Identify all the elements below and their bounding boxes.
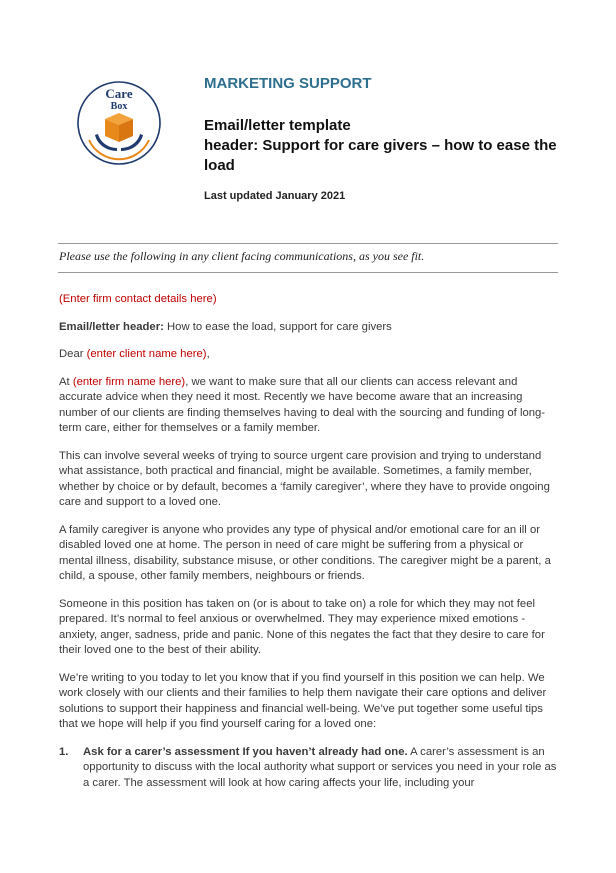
firm-name-placeholder: (enter firm name here) (72, 375, 186, 388)
paragraph-1 (59, 375, 557, 437)
logo-word-box: Box (110, 101, 128, 112)
divider-bottom (58, 272, 558, 273)
salutation (59, 347, 557, 363)
letter-body (59, 292, 557, 791)
title-line-2: header: Support for care givers – how to ease the load (204, 137, 557, 174)
list-number: 1. (59, 745, 69, 758)
dear-text: Dear (59, 348, 87, 360)
p1-start: At (59, 375, 73, 388)
list-item (59, 745, 557, 792)
subject-text: How to ease the load, support for care givers (163, 320, 392, 333)
paragraph-4: Someone in this position has taken on (or is about to take on) a role for which they may not feel prepared. It’s normal to feel anxious or overwhelmed. They may experience mixed emotions - anxiety, anger, sadness, pride and panic. None of this negates the fact that they desire to care for their loved one to the best of their ability. (59, 597, 545, 656)
last-updated: Last updated January 2021 (204, 190, 346, 202)
header-kicker: MARKETING SUPPORT (204, 75, 372, 92)
document-title (204, 116, 564, 176)
tips-list (59, 745, 557, 792)
subject-label: Email/letter header: (59, 320, 164, 333)
box-icon (105, 113, 133, 142)
p1-rest: , we want to make sure that all our clients can access relevant and accurate advice when they need it most. Recently we have become aware that an increasing number of our clients are finding themselves having to deal with the sourcing and funding of long-term care, either for themselves or a family member. (59, 375, 546, 434)
logo-word-care: Care (105, 86, 133, 101)
subject-line (59, 320, 557, 336)
paragraph-5: We’re writing to you today to let you know that if you find yourself in this position we can help. We work closely with our clients and their families to help them navigate their care options and deliver solutions to support their happiness and financial well-being. We’ve put together some useful tips that we hope will help if you find yourself caring for a loved one: (59, 671, 547, 730)
divider-top (58, 243, 558, 244)
contact-placeholder: (Enter firm contact details here) (59, 293, 217, 305)
tip-heading: Ask for a carer’s assessment If you haven’t already had one. (83, 745, 408, 758)
title-line-1: Email/letter template (204, 117, 351, 134)
paragraph-3: A family caregiver is anyone who provides any type of physical and/or emotional care for an ill or disabled loved one at home. The person in need of care might be suffering from a physical or mental illness, disability, substance misuse, or other conditions. The caregiver might be a parent, a child, a spouse, other family members, neighbours or friends. (59, 523, 551, 582)
salutation-comma: , (206, 348, 210, 360)
client-name-placeholder: (enter client name here) (86, 348, 207, 360)
usage-instruction: Please use the following in any client facing communications, as you see fit. (59, 249, 425, 263)
paragraph-2: This can involve several weeks of trying to source urgent care provision and trying to understand what assistance, both practical and financial, might be available. Sometimes, a family member, whether by choice or by default, becomes a ‘family caregiver’, where they have to provide ongoing care and support to a loved one. (59, 449, 550, 508)
carebox-logo (76, 80, 162, 166)
tip-text: A carer’s assessment is an opportunity to discuss with the local authority what support or services you need in your role as a carer. The assessment will look at how caring affects your life, including your (83, 745, 557, 789)
